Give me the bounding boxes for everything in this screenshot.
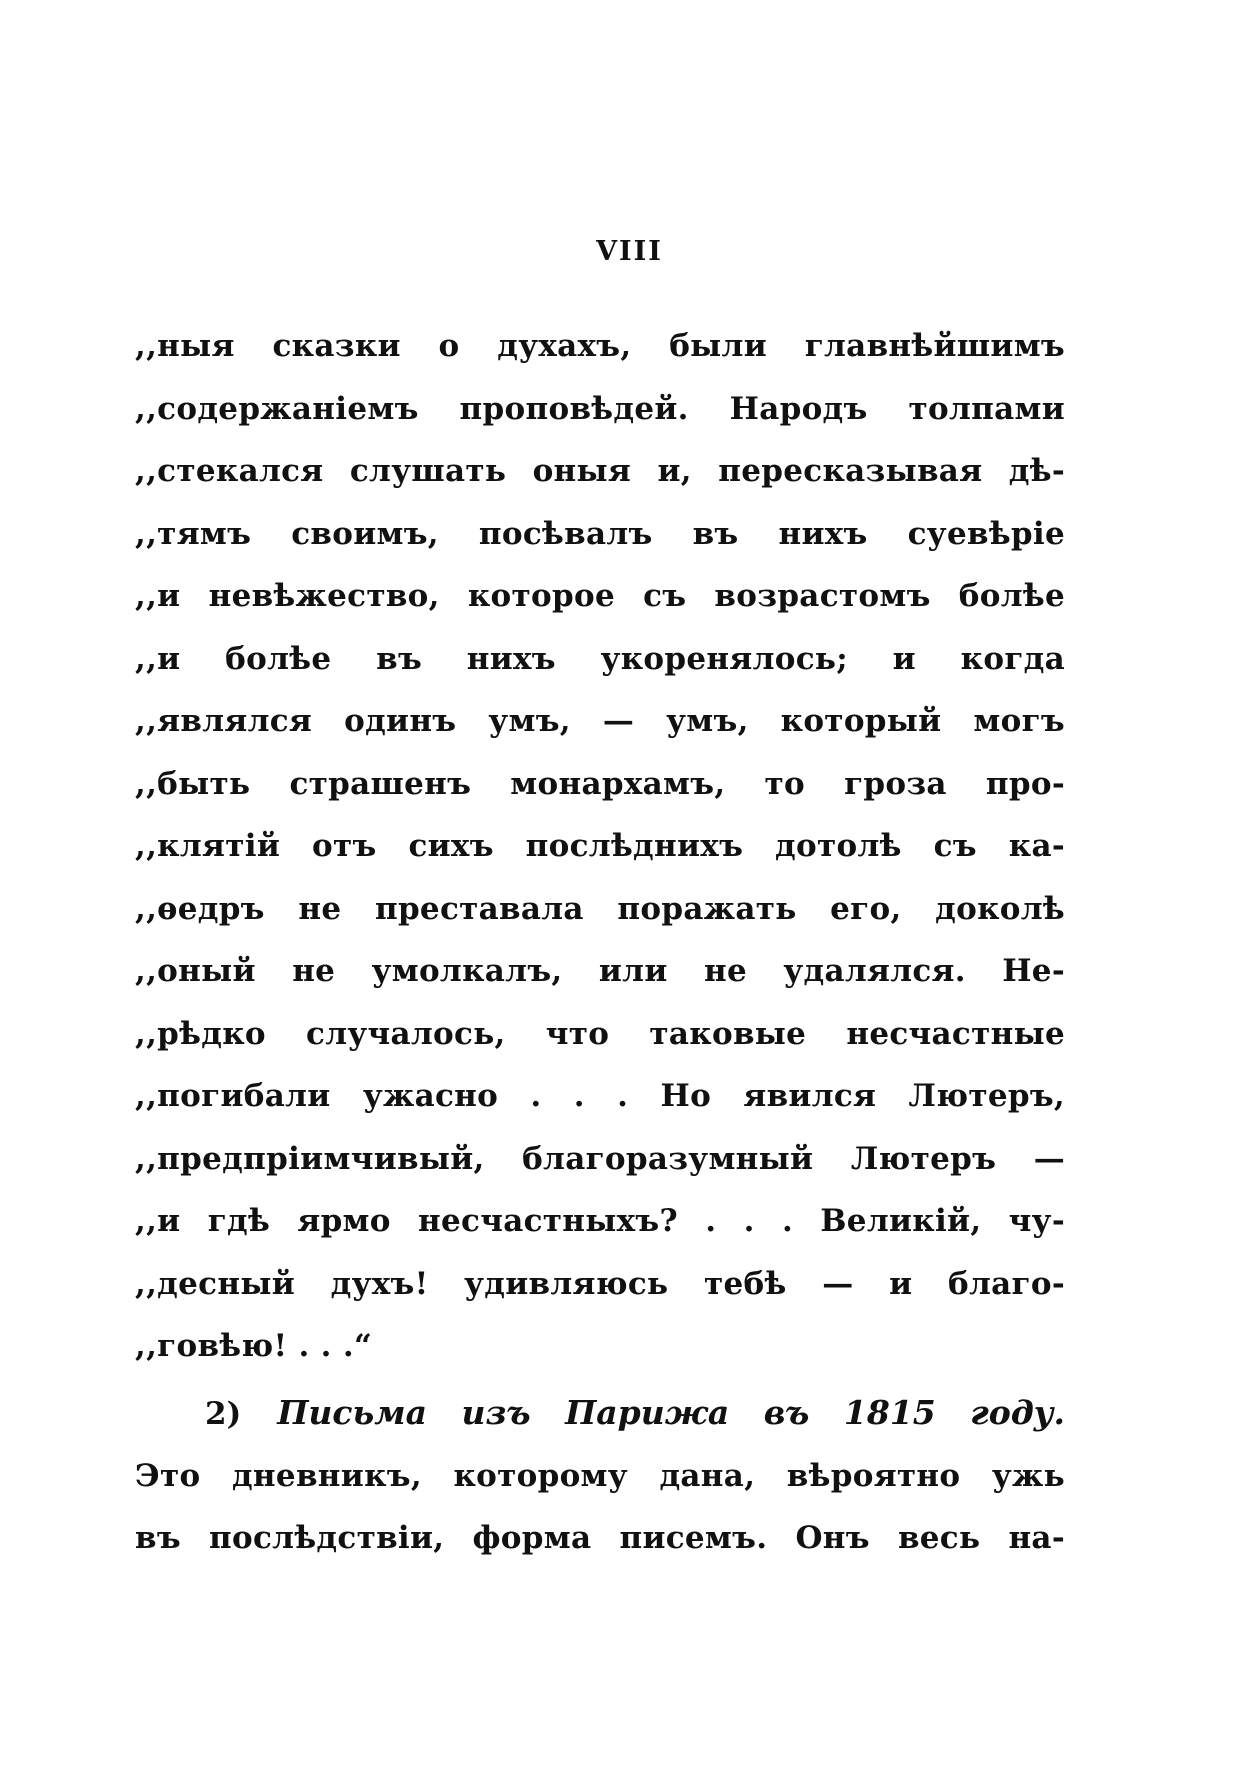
text-line: въ послѣдствіи, форма писемъ. Онъ весь на- [135, 1520, 1065, 1556]
quoted-passage [135, 315, 1065, 1378]
text-line: ,,погибали ужасно . . . Но явился Лютеръ, [135, 1078, 1065, 1114]
text-line: ,,и невѣжество, которое съ возрастомъ болѣе [135, 578, 1065, 614]
section-number: 2) [205, 1396, 242, 1432]
section-title: Письма изъ Парижа въ 1815 году. [277, 1393, 1065, 1432]
text-line: ,,ныя сказки о духахъ, были главнѣйшимъ [135, 328, 1065, 364]
text-line: ,,рѣдко случалось, что таковые несчастные [135, 1015, 1065, 1052]
text-line: ,,быть страшенъ монархамъ, то гроза про- [135, 765, 1065, 802]
text-line: ,,являлся одинъ умъ, — умъ, который могъ [135, 703, 1065, 739]
section-2 [135, 1382, 1065, 1570]
text-line: ,,оный не умолкалъ, или не удалялся. Не- [135, 953, 1065, 989]
text-line: ,,стекался слушать оныя и, пересказывая дѣ- [135, 453, 1065, 489]
text-line: ,,говѣю! . . .“ [135, 1328, 373, 1364]
text-line: ,,тямъ своимъ, посѣвалъ въ нихъ суевѣріе [135, 515, 1065, 552]
text-line: ,,содержаніемъ проповѣдей. Народъ толпами [135, 390, 1065, 427]
text-line: Это дневникъ, которому дана, вѣроятно ужь [135, 1457, 1065, 1494]
text-line: ,,и гдѣ ярмо несчастныхъ? . . . Великій, чу- [135, 1203, 1065, 1239]
text-line: ,,десный духъ! удивляюсь тебѣ — и благо- [135, 1265, 1065, 1302]
text-line: ,,клятій отъ сихъ послѣднихъ дотолѣ съ ка- [135, 828, 1065, 864]
page-number: VIII [596, 236, 663, 267]
text-line: ,,предпріимчивый, благоразумный Лютеръ — [135, 1140, 1065, 1177]
text-line: ,,ѳедръ не преставала поражать его, доколѣ [135, 890, 1065, 927]
text-line: ,,и болѣе въ нихъ укоренялось; и когда [135, 640, 1065, 677]
section-heading [135, 1382, 1065, 1445]
